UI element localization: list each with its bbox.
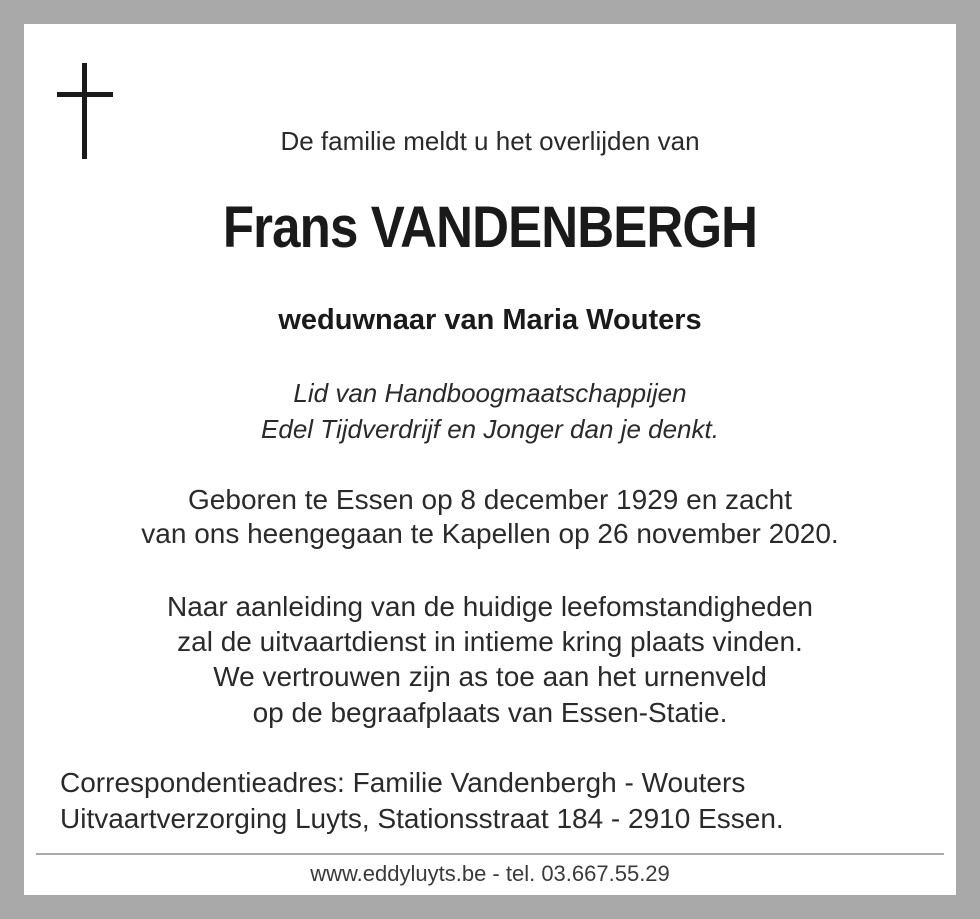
ceremony-line-4: op de begraafplaats van Essen-Statie. <box>252 697 728 728</box>
ceremony-line-2: zal de uitvaartdienst in intieme kring plaats vinden. <box>177 626 803 657</box>
footer-contact: www.eddyluyts.be - tel. 03.667.55.29 <box>310 861 670 886</box>
correspondence-address: Correspondentieadres: Familie Vandenbergh - Wouters <box>60 767 746 798</box>
obituary-notice <box>24 24 956 895</box>
footer-divider <box>36 853 944 855</box>
membership-line-1: Lid van Handboogmaatschappijen <box>293 378 687 408</box>
spouse-line: weduwnaar van Maria Wouters <box>278 304 702 336</box>
funeral-home-address: Uitvaartverzorging Luyts, Stationsstraat 184 - 2910 Essen. <box>60 803 784 834</box>
cross-horizontal-bar <box>57 92 113 97</box>
birth-death-line-2: van ons heengegaan te Kapellen op 26 november 2020. <box>141 518 839 549</box>
membership-line-2: Edel Tijdverdrijf en Jonger dan je denkt. <box>261 414 719 444</box>
ceremony-line-1: Naar aanleiding van de huidige leefomstandigheden <box>166 591 814 622</box>
intro-text: De familie meldt u het overlijden van <box>280 126 700 156</box>
birth-death-line-1: Geboren te Essen op 8 december 1929 en zacht <box>188 484 792 515</box>
ceremony-line-3: We vertrouwen zijn as toe aan het urnenveld <box>213 661 767 692</box>
deceased-name: Frans VANDENBERGH <box>222 195 758 260</box>
